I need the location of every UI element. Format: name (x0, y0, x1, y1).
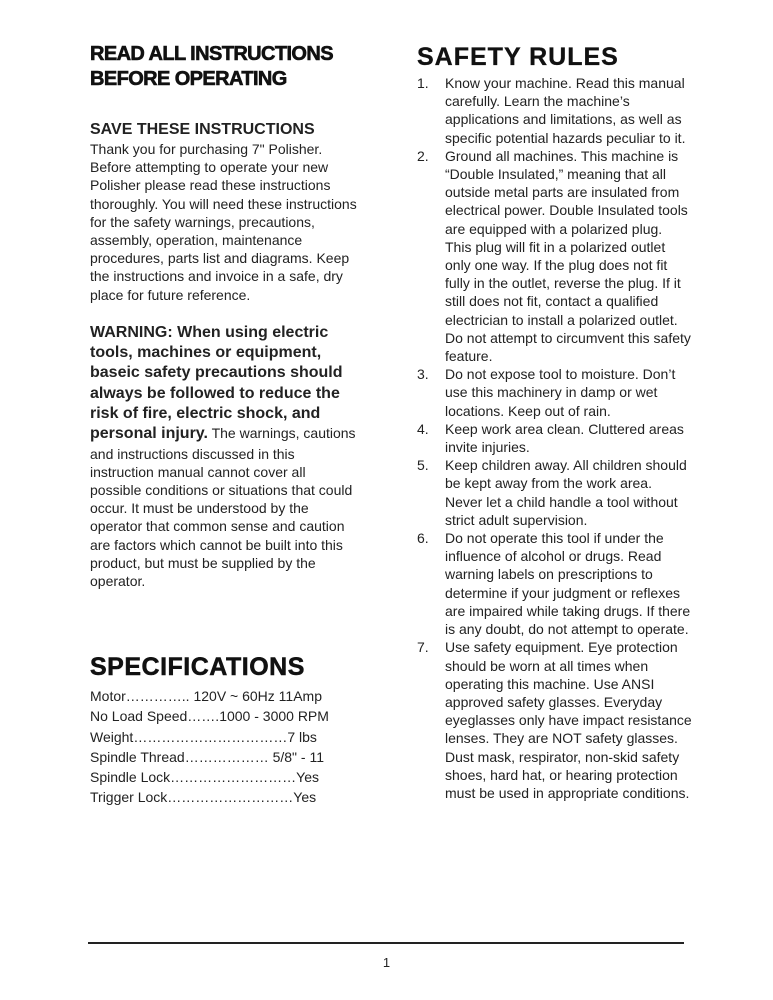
warning-paragraph (90, 323, 360, 590)
rule-text: Know your machine. Read this manual carefully. Learn the machine’s applications and limitations, as well as specific potential hazards peculiar to it. (445, 75, 686, 146)
rule-text: Do not expose tool to moisture. Don’t use this machinery in damp or wet locations. Keep out of rain. (445, 366, 676, 419)
safety-rule-6 (417, 529, 692, 638)
specifications-list (90, 686, 360, 808)
safety-rule-5 (417, 456, 692, 529)
save-instructions-title: SAVE THESE INSTRUCTIONS (90, 121, 315, 138)
spec-row-spindle-thread: Spindle Thread……………… 5/8" - 11 (90, 748, 324, 765)
rule-number: 6. (417, 530, 429, 547)
rule-number: 2. (417, 147, 429, 164)
rule-number: 7. (417, 639, 429, 656)
rule-text: Use safety equipment. Eye protection should be worn at all times when operating this machine. Use ANSI approved safety glasses. Everyday eyeglasses only have impact resistance lenses. They are NOT safety glasses. Dust mask, respirator, non-skid safety shoes, hard hat, or hearing protection must be used in appropriate conditions. (445, 639, 692, 801)
footer-divider (88, 942, 684, 944)
rule-number: 4. (417, 420, 429, 437)
specifications-heading: SPECIFICATIONS (90, 653, 305, 681)
rule-number: 5. (417, 457, 429, 474)
safety-rule-7 (417, 638, 692, 802)
rule-text: Do not operate this tool if under the influence of alcohol or drugs. Read warning labels on prescriptions to determine if your judgment or reflexes are impaired while taking drugs. If there is any doubt, do not attempt to operate. (445, 530, 691, 638)
spec-row-motor: Motor………….. 120V ~ 60Hz 11Amp (90, 688, 322, 704)
main-heading (90, 42, 360, 92)
rule-text: Keep children away. All children should be kept away from the work area. Never let a child handle a tool without strict adult supervision. (445, 457, 687, 528)
spec-row-spindle-lock: Spindle Lock………………………Yes (90, 769, 320, 786)
safety-rule-3 (417, 365, 692, 420)
spec-row-no-load-speed: No Load Speed…….1000 - 3000 RPM (90, 708, 329, 725)
main-heading-line2: BEFORE OPERATING (90, 68, 287, 90)
rule-text: Keep work area clean. Cluttered areas invite injuries. (445, 420, 684, 456)
right-column (417, 42, 692, 802)
spec-row-weight: Weight……………………………7 lbs (90, 728, 317, 745)
left-column (90, 42, 360, 604)
page-number: 1 (382, 955, 391, 970)
rule-text: Ground all machines. This machine is “Double Insulated,” meaning that all outside metal parts are insulated from electrical power. Double Insulated tools are equipped with a polarized plug. This plug will fit in a polarized outlet only one way. If the plug does not fit fully in the outlet, reverse the plug. If it still does not fit, contact a qualified electrician to install a polarized outlet. Do not attempt to circumvent this safety feature. (445, 147, 691, 365)
rule-number: 3. (417, 366, 429, 383)
main-heading-line1: READ ALL INSTRUCTIONS (90, 43, 333, 65)
spec-row-trigger-lock: Trigger Lock………………………Yes (90, 789, 317, 806)
warning-bold-text: WARNING: When using electric tools, machines or equipment, baseic safety precautions should always be followed to reduce the risk of fire, electric shock, and personal injury. (90, 323, 343, 443)
safety-rules-heading: SAFETY RULES (417, 43, 619, 71)
safety-rule-2 (417, 147, 692, 365)
safety-rule-4 (417, 420, 692, 456)
warning-body-text: The warnings, cautions and instructions discussed in this instruction manual cannot cover all possible conditions or situations that could occur. It must be understood by the operator that common sense and caution are factors which cannot be built into this product, but must be supplied by the operator. (90, 425, 356, 590)
safety-rule-1 (417, 74, 692, 147)
rule-number: 1. (417, 75, 429, 91)
intro-paragraph: Thank you for purchasing 7" Polisher. Before attempting to operate your new Polisher please read these instructions thoroughly. You will need these instructions for the safety warnings, precautions, assembly, operation, maintenance procedures, parts list and diagrams. Keep the instructions and invoice in a safe, dry place for future reference. (90, 141, 357, 303)
safety-rules-list (417, 74, 692, 802)
